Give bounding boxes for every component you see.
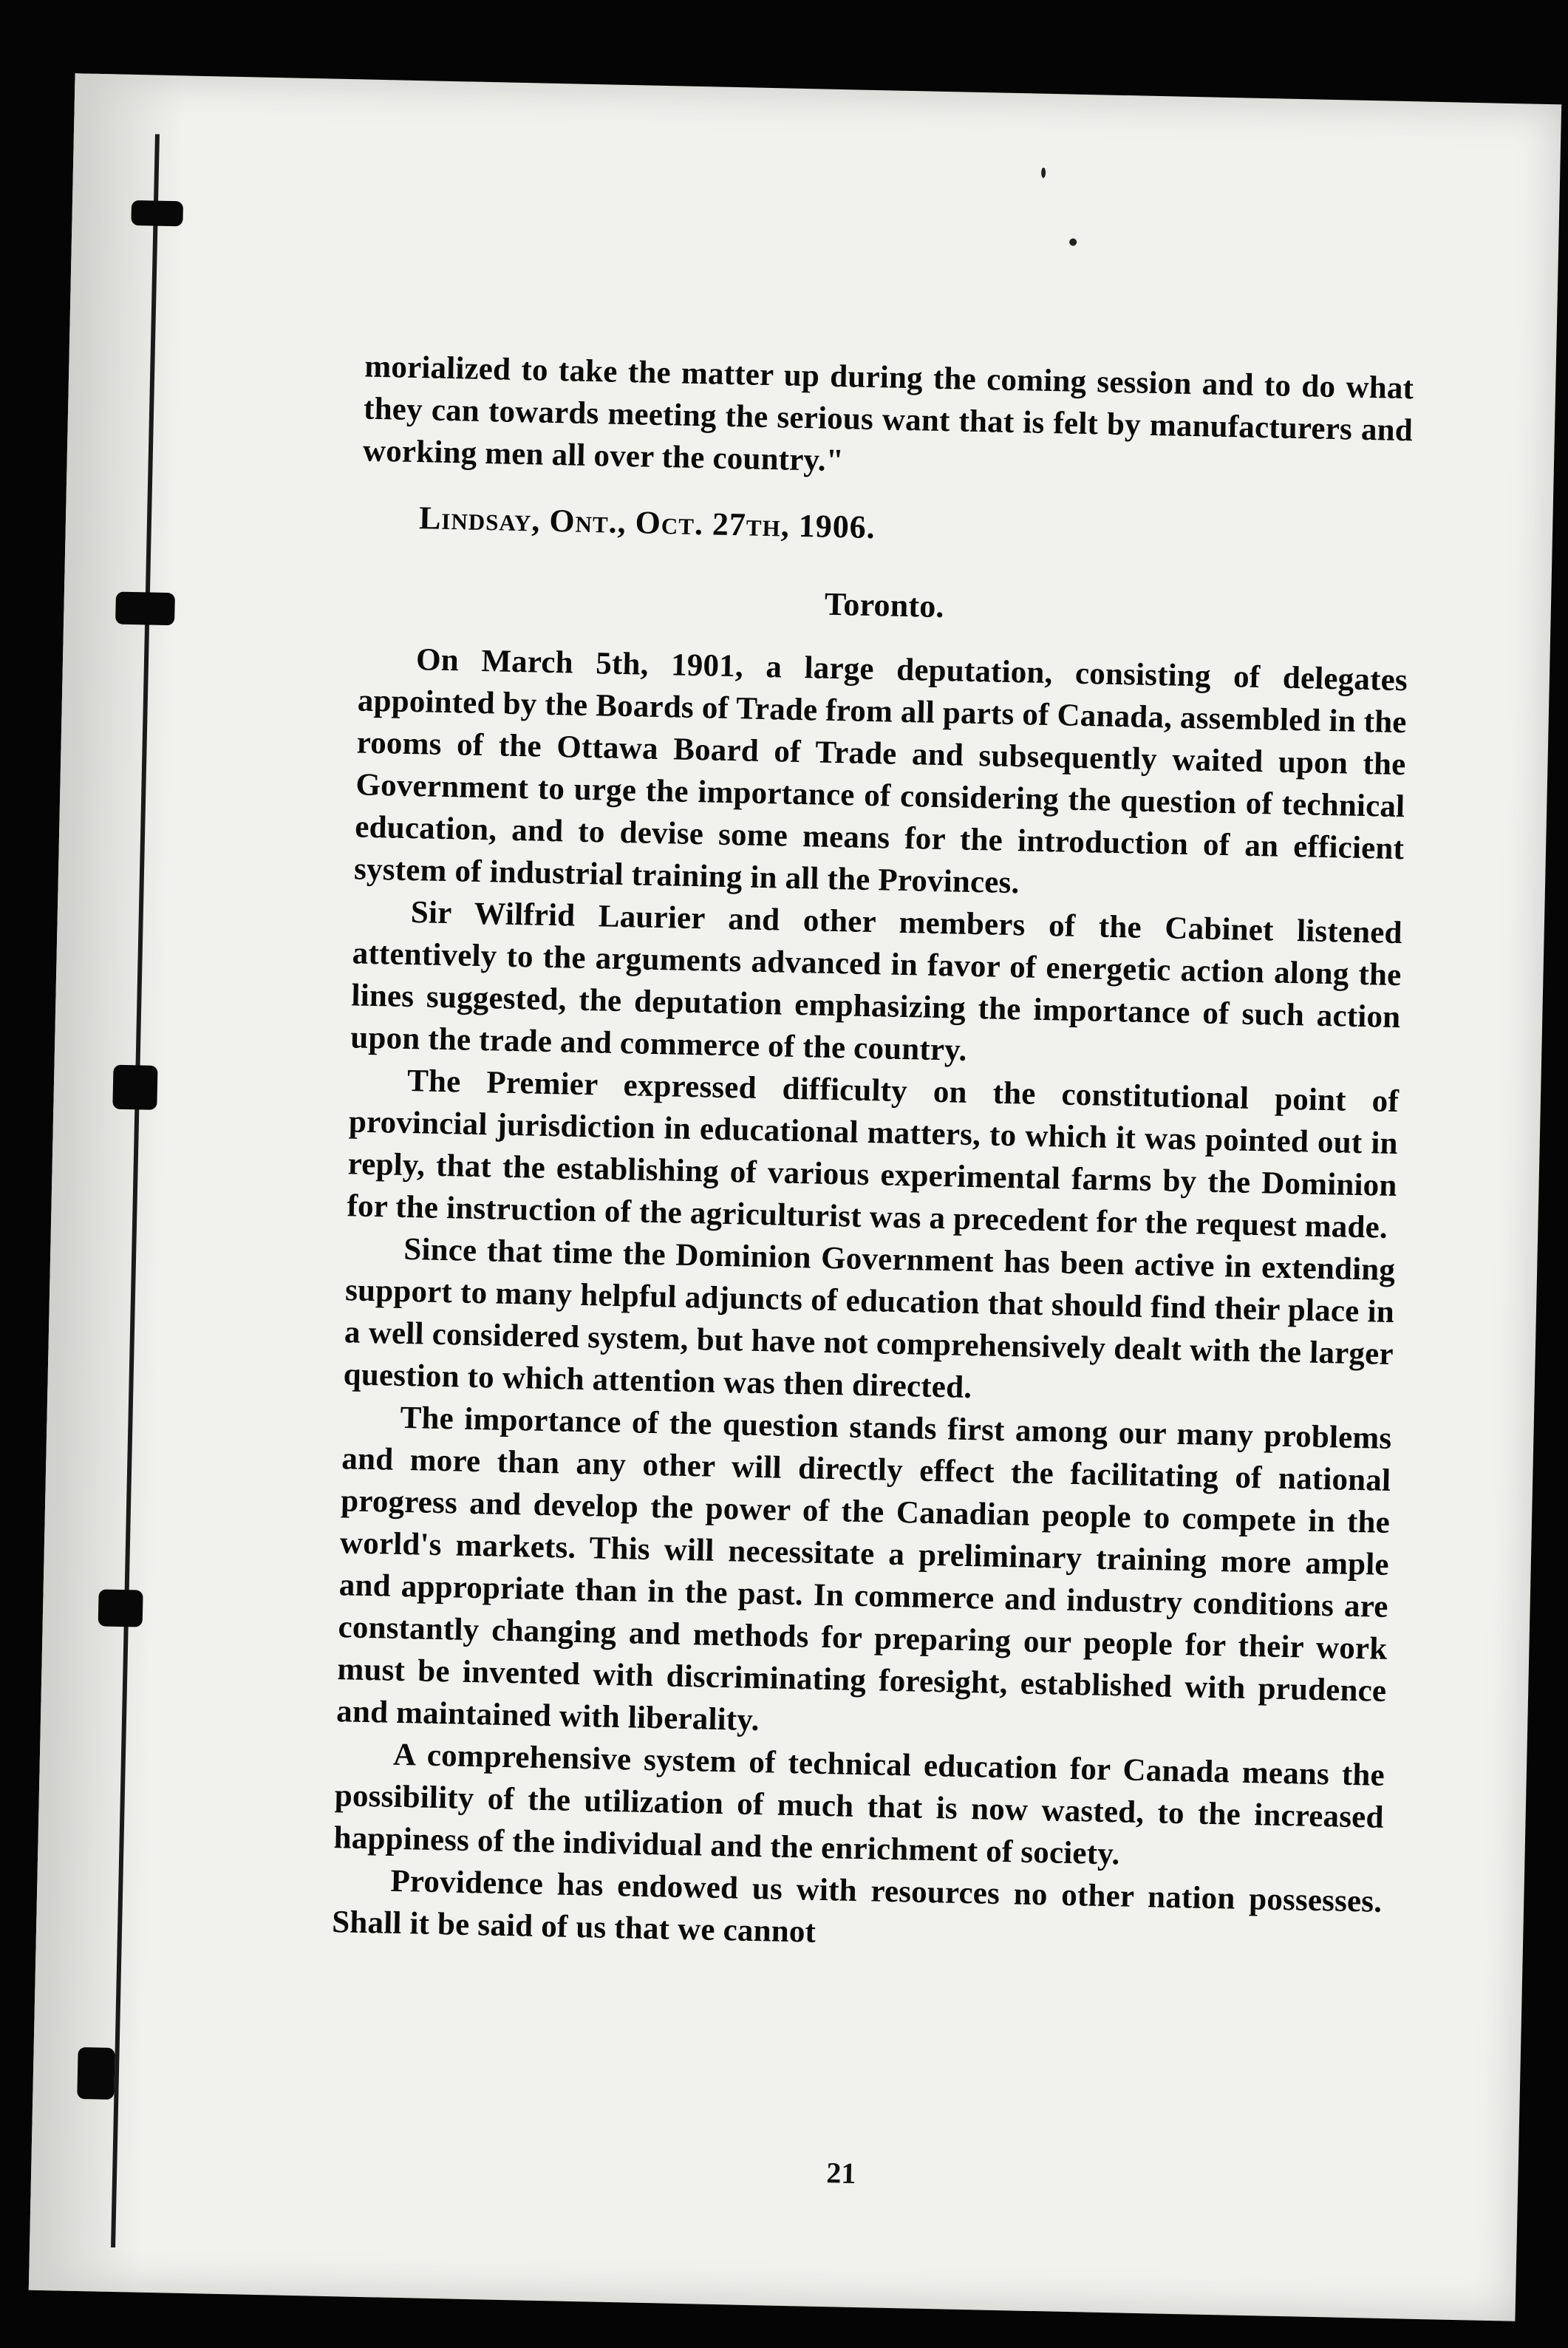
- paragraph: The importance of the question stands first among our many problems and more than any other will directly effect the facilitating of national progress and develop the power of the Canadian people to compete in the world's markets. This will necessitate a preliminary training more ample and appropriate than in the past. In commerce and industry conditions are constantly changing and methods for preparing our people for their work must be invented with discriminating foresight, established with prudence and maintained with liberality.: [335, 1400, 1392, 1738]
- continuation-paragraph: morialized to take the matter up during the coming session and to do what they can towards meeting the serious want that is felt by manufacturers and working men all over the country.": [362, 349, 1414, 479]
- binding-stitch-mark: [98, 1589, 143, 1627]
- binding-stitch-mark: [77, 2047, 115, 2100]
- paragraph: Since that time the Dominion Government has been active in extending support to many helpful adjuncts of education that should find their place in a well considered system, but have not comprehensively dealt with the larger question to which attention was then directed.: [343, 1231, 1396, 1406]
- binding-stitch-mark: [131, 200, 183, 226]
- paragraph: Sir Wilfrid Laurier and other members of the Cabinet listened attentively to the arguments advanced in favor of energetic action along the lines suggested, the deputation emphasizing the importance of such action upon the trade and commerce of the country.: [350, 895, 1403, 1068]
- paragraph: A comprehensive system of technical education for Canada means the possibility of the utilization of much that is now wasted, to the increased happiness of the individual and the enrichment of society.: [333, 1737, 1385, 1872]
- binding-stitch-mark: [115, 592, 175, 626]
- body-text: [332, 346, 1414, 1965]
- scanned-page: [29, 73, 1561, 2321]
- paragraph: Providence has endowed us with resources no other nation possesses. Shall it be said of us that we cannot: [331, 1863, 1383, 1950]
- ink-speck: [1041, 168, 1046, 178]
- paragraph: On March 5th, 1901, a large deputation, consisting of delegates appointed by the Boards of Trade from all parts of Canada, assembled in the rooms of the Ottawa Board of Trade and subsequently waited upon the Government to urge the importance of considering the question of technical education, and to devise some means for the introduction of an efficient system of industrial training in all the Provinces.: [353, 642, 1408, 901]
- binding-stitch-mark: [112, 1065, 157, 1110]
- section-heading: Toronto.: [824, 585, 945, 625]
- dateline: Lindsay, Ont., Oct. 27th, 1906.: [418, 500, 876, 546]
- page-number: 21: [825, 2156, 856, 2191]
- ink-speck: [1069, 238, 1077, 245]
- page-gutter-shadow: [29, 73, 186, 2292]
- paragraph: The Premier expressed difficulty on the constitutional point of provincial jurisdiction in educational matters, to which it was pointed out in reply, that the establishing of various experimental farms by the Dominion for the instruction of the agriculturist was a precedent for the request made.: [347, 1063, 1400, 1245]
